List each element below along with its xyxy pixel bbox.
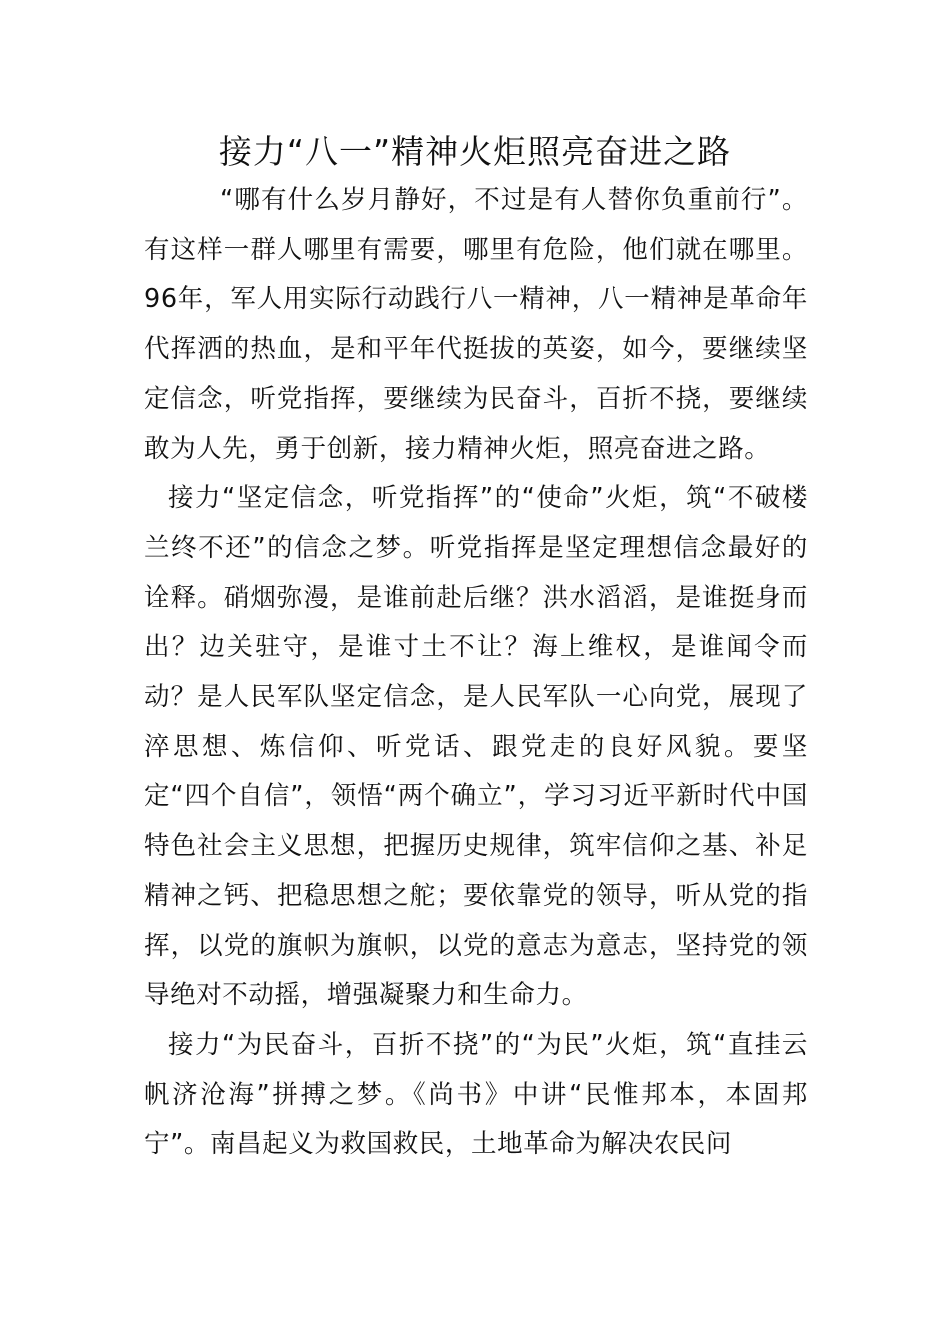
document-body	[144, 176, 808, 1170]
paragraph-people-torch: 接力“为民奋斗，百折不挠”的“为民”火炬，筑“直挂云帆济沧海”拼搏之梦。《尚书》中讲“民惟邦本，本固邦宁”。南昌起义为救国救民，土地革命为解决农民问	[144, 1029, 808, 1160]
document-title: 接力“八一”精神火炬照亮奋进之路	[218, 132, 732, 171]
paragraph-mission-torch: 接力“坚定信念，听党指挥”的“使命”火炬，筑“不破楼兰终不还”的信念之梦。听党指挥是坚定理想信念最好的诠释。硝烟弥漫，是谁前赴后继？洪水滔滔，是谁挺身而出？边关驻守，是谁寸土不让？海上维权，是谁闻令而动？是人民军队坚定信念，是人民军队一心向党，展现了淬思想、炼信仰、听党话、跟党走的良好风貌。要坚定“四个自信”，领悟“两个确立”，学习习近平新时代中国特色社会主义思想，把握历史规律，筑牢信仰之基、补足精神之钙、把稳思想之舵；要依靠党的领导，听从党的指挥，以党的旗帜为旗帜，以党的意志为意志，坚持党的领导绝对不动摇，增强凝聚力和生命力。	[144, 483, 808, 1011]
paragraph-intro: “哪有什么岁月静好，不过是有人替你负重前行”。有这样一群人哪里有需要，哪里有危险，他们就在哪里。96年，军人用实际行动践行八一精神，八一精神是革命年代挥洒的热血，是和平年代挺拔的英姿，如今，要继续坚定信念，听党指挥，要继续为民奋斗，百折不挠，要继续敢为人先，勇于创新，接力精神火炬，照亮奋进之路。	[144, 185, 808, 464]
